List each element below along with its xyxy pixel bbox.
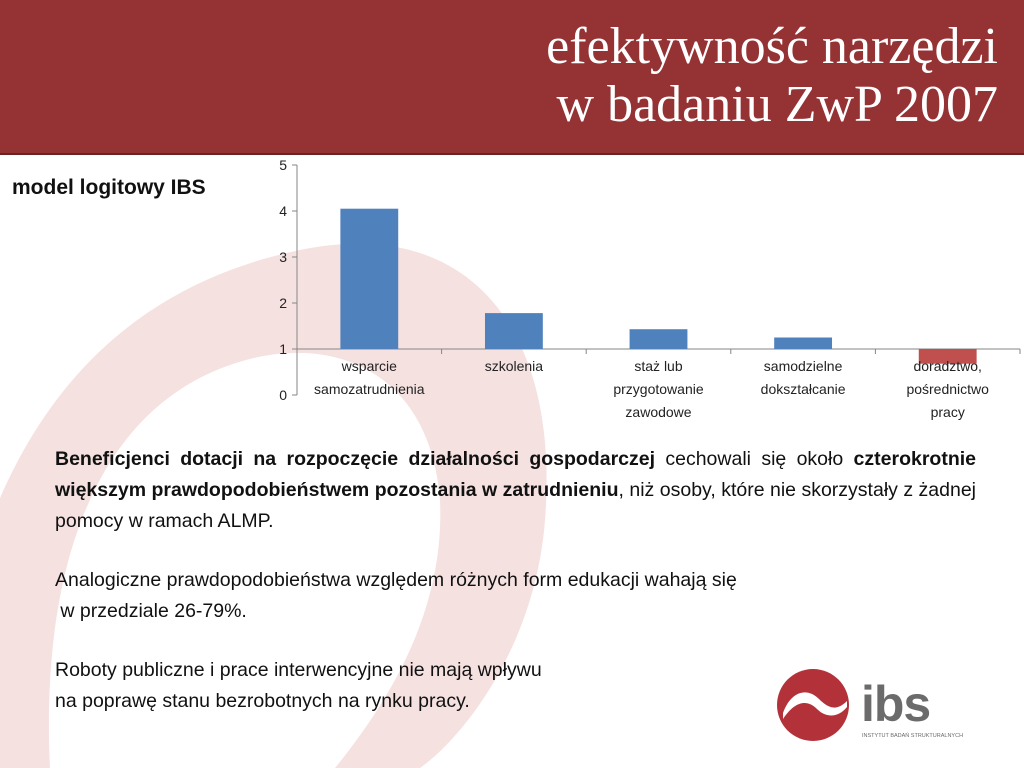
x-tick-label: pracy <box>930 404 965 420</box>
ibs-logo-subtext: INSTYTUT BADAŃ STRUKTURALNYCH <box>862 733 964 739</box>
title-line-1: efektywność narzędzi <box>546 18 998 75</box>
paragraph-3-line-1: Roboty publiczne i prace interwencyjne nie mają wpływu <box>55 659 542 681</box>
paragraph-1-bold-1: Beneficjenci dotacji na rozpoczęcie działalności gospodarczej <box>55 448 656 470</box>
bar-chart <box>262 155 1024 440</box>
paragraph-1 <box>55 444 976 537</box>
bar <box>630 329 688 349</box>
y-tick-label: 1 <box>279 341 287 357</box>
ibs-logo <box>775 665 975 745</box>
y-tick-label: 0 <box>279 387 287 403</box>
x-tick-label: pośrednictwo <box>906 381 989 397</box>
paragraph-2-line-2: w przedziale 26-79%. <box>55 600 247 622</box>
x-tick-label: staż lub <box>634 358 683 374</box>
model-label: model logitowy IBS <box>12 176 206 199</box>
x-tick-label: dokształcanie <box>760 381 846 397</box>
y-tick-label: 3 <box>279 249 287 265</box>
paragraph-2 <box>55 565 976 627</box>
slide-title <box>546 18 998 134</box>
x-tick-label: szkolenia <box>484 358 544 374</box>
y-tick-label: 5 <box>279 157 287 173</box>
x-tick-label: samozatrudnienia <box>314 381 425 397</box>
title-banner <box>0 0 1024 155</box>
bar <box>774 338 832 350</box>
x-tick-label: doradztwo, <box>913 358 982 374</box>
x-tick-label: samodzielne <box>763 358 843 374</box>
x-tick-label: wsparcie <box>341 358 397 374</box>
paragraph-3-line-2: na poprawę stanu bezrobotnych na rynku pracy. <box>55 690 470 712</box>
paragraph-2-line-1: Analogiczne prawdopodobieństwa względem różnych form edukacji wahają się <box>55 569 737 591</box>
x-tick-label: przygotowanie <box>613 381 704 397</box>
paragraph-1-text-2: , niż osoby, które nie skorzystały z żadnej pomocy w ramach ALMP. <box>55 479 976 532</box>
ibs-logo-text: ibs <box>861 676 931 732</box>
y-tick-label: 4 <box>279 203 287 219</box>
bar <box>485 313 543 349</box>
paragraph-1-bold-2: czterokrotnie większym prawdopodobieństwem pozostania w zatrudnieniu <box>55 448 976 501</box>
x-tick-label: zawodowe <box>625 404 692 420</box>
y-tick-label: 2 <box>279 295 287 311</box>
title-line-2: w badaniu ZwP 2007 <box>556 76 998 133</box>
paragraph-1-text-1: cechowali się około <box>655 448 854 470</box>
bar <box>340 209 398 349</box>
ibs-logo-swoosh-icon <box>777 669 849 741</box>
